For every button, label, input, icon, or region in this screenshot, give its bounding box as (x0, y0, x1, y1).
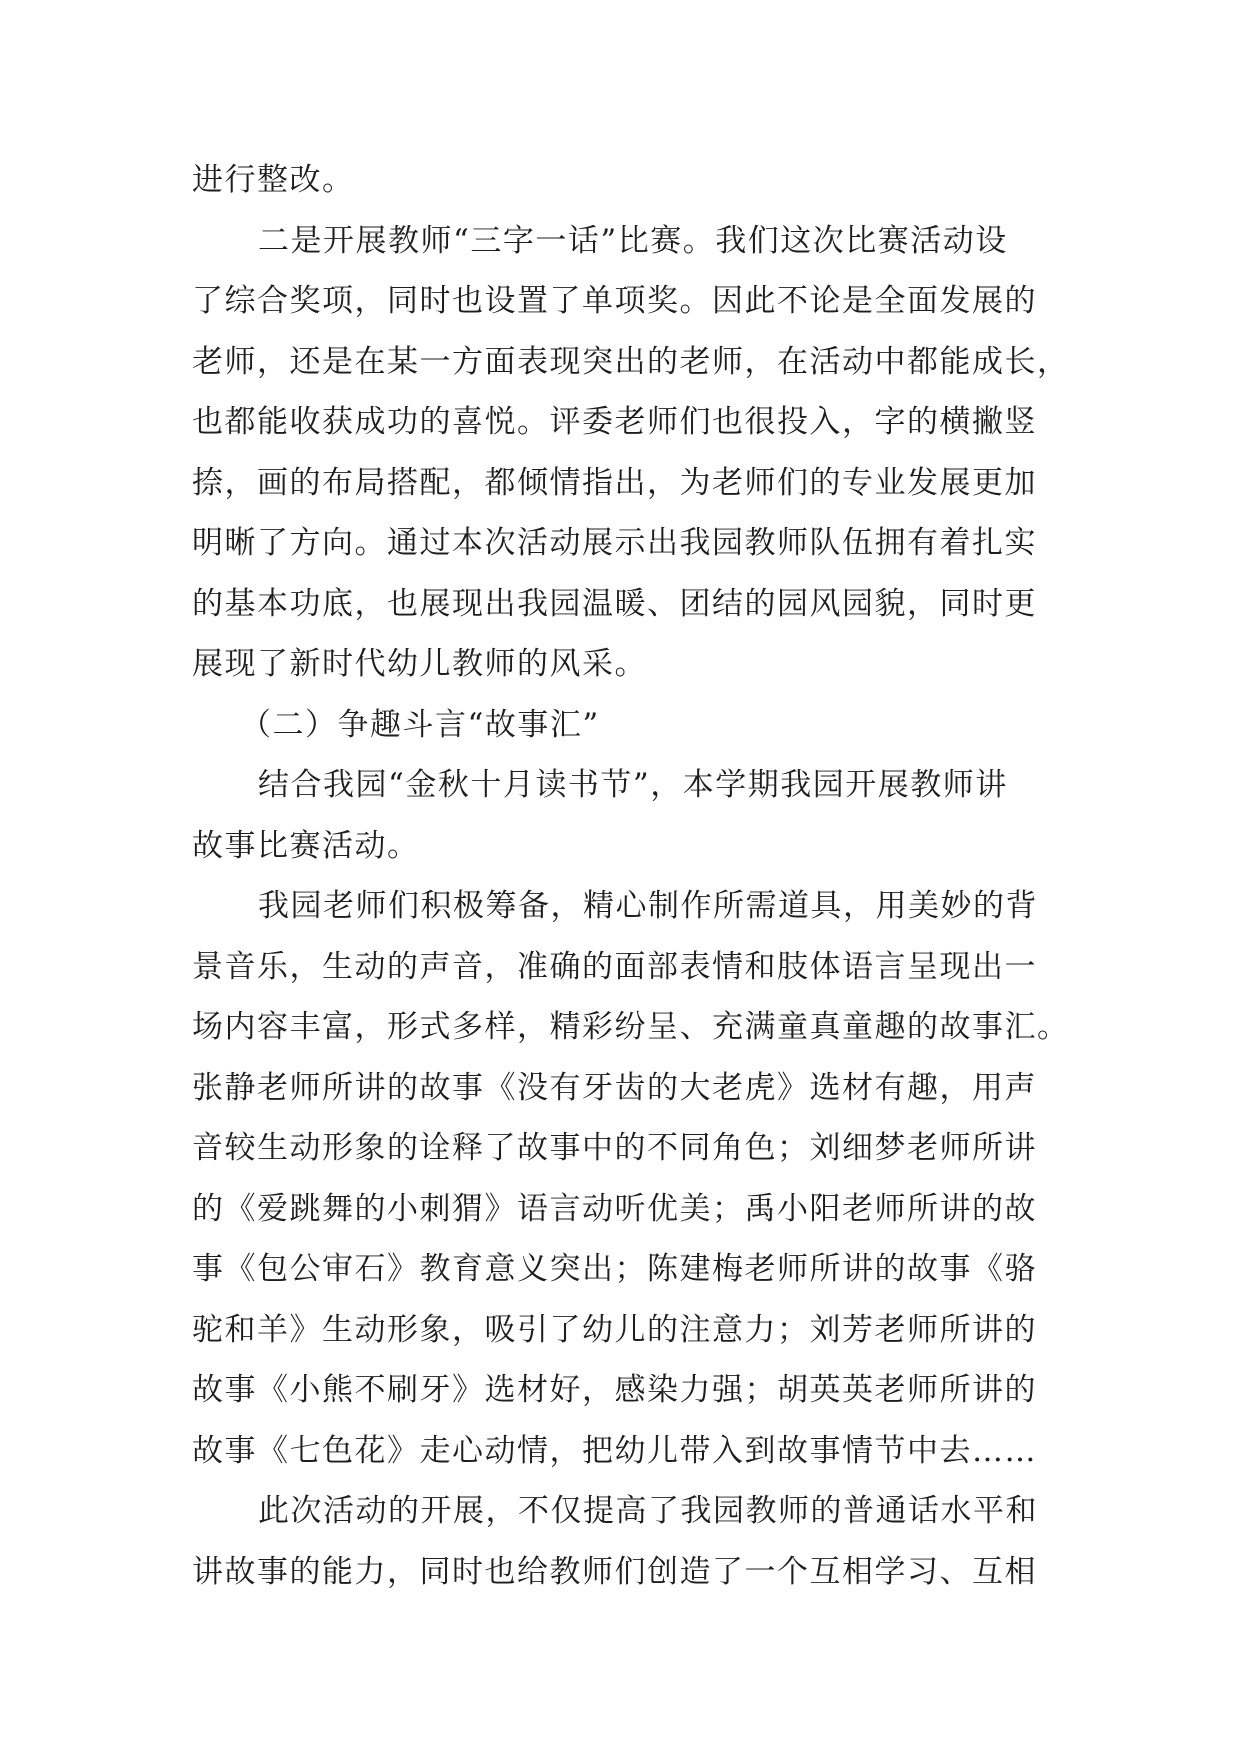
text-line: 进行整改。 (192, 162, 355, 198)
text-line: 故事比赛活动。 (192, 827, 420, 864)
text-line: 的基本功底，也展现出我园温暖、团结的园风园貌，同时更 (192, 585, 1037, 622)
text-line: 故事《小熊不刷牙》选材好，感染力强；胡英英老师所讲的 (192, 1372, 1037, 1408)
text-line: 了综合奖项，同时也设置了单项奖。因此不论是全面发展的 (192, 283, 1037, 319)
text-line: 也都能收获成功的喜悦。评委老师们也很投入，字的横撇竖 (192, 404, 1037, 440)
text-line: 故事《七色花》走心动情，把幼儿带入到故事情节中去…… (192, 1432, 1037, 1469)
text-line: 捺，画的布局搭配，都倾情指出，为老师们的专业发展更加 (192, 464, 1037, 501)
text-line: 景音乐，生动的声音，准确的面部表情和肢体语言呈现出一 (192, 948, 1037, 985)
text-line: 讲故事的能力，同时也给教师们创造了一个互相学习、互相 (192, 1553, 1037, 1590)
text-line: 事《包公审石》教育意义突出；陈建梅老师所讲的故事《骆 (192, 1251, 1037, 1287)
text-line: 我园老师们积极筹备，精心制作所需道具，用美妙的背 (258, 888, 1038, 924)
text-line: 此次活动的开展，不仅提高了我园教师的普通话水平和 (258, 1493, 1038, 1529)
text-line: 驼和羊》生动形象，吸引了幼儿的注意力；刘芳老师所讲的 (192, 1311, 1037, 1348)
text-line: 二是开展教师“三字一话”比赛。我们这次比赛活动设 (258, 222, 1008, 259)
text-line: 明晰了方向。通过本次活动展示出我园教师队伍拥有着扎实 (192, 525, 1037, 561)
text-line: 音较生动形象的诠释了故事中的不同角色；刘细梦老师所讲 (192, 1130, 1037, 1166)
text-line: 的《爱跳舞的小刺猬》语言动听优美；禹小阳老师所讲的故 (192, 1190, 1037, 1227)
document-page (192, 150, 1070, 1602)
text-line: 老师，还是在某一方面表现突出的老师，在活动中都能成长， (192, 343, 1070, 380)
text-line: 展现了新时代幼儿教师的风采。 (192, 646, 647, 682)
text-line: 结合我园“金秋十月读书节”，本学期我园开展教师讲 (258, 767, 1008, 803)
section-heading: （二）争趣斗言“故事汇” (240, 706, 600, 743)
text-line: 张静老师所讲的故事《没有牙齿的大老虎》选材有趣，用声 (192, 1069, 1037, 1106)
text-line: 场内容丰富，形式多样，精彩纷呈、充满童真童趣的故事汇。 (192, 1009, 1070, 1045)
